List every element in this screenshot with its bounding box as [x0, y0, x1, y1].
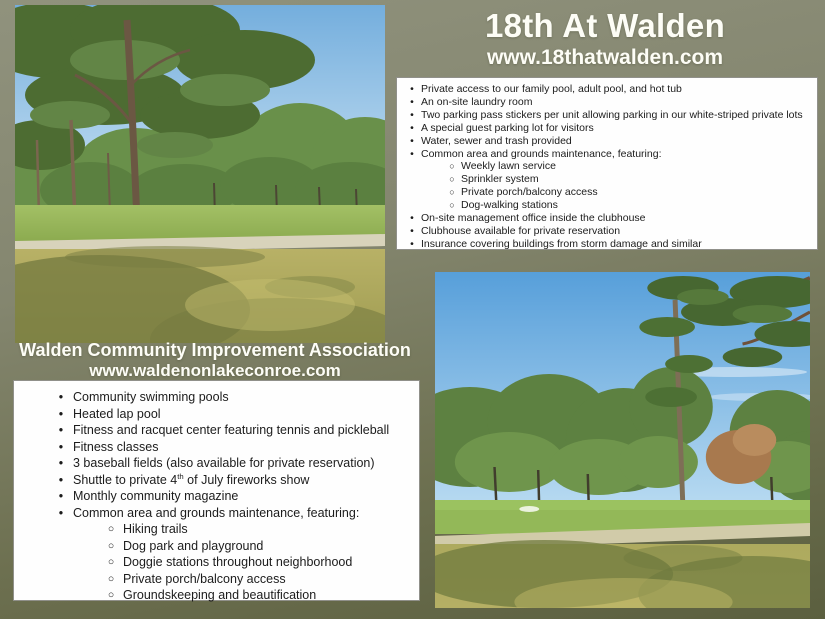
list-item-text: Doggie stations throughout neighborhood [123, 555, 353, 569]
list-item-text: Clubhouse available for private reservation [421, 224, 621, 237]
bullet-marker: • [410, 134, 414, 147]
amenities-panel [396, 77, 818, 250]
park-photo-illustration [15, 5, 385, 343]
association-website: www.waldenonlakeconroe.com [89, 361, 341, 380]
bullet-marker: • [410, 121, 414, 134]
list-item-text: On-site management office inside the clubhouse [421, 212, 646, 225]
bullet-marker: • [410, 95, 414, 108]
list-item-text: Private porch/balcony access [123, 571, 286, 586]
list-item-text: Sprinkler system [461, 173, 539, 186]
list-item-text: Common area and grounds maintenance, featuring: [73, 505, 360, 520]
list-item [16, 505, 417, 522]
list-item [16, 422, 417, 439]
list-item [401, 122, 815, 135]
list-item [401, 135, 815, 148]
list-item-text: Weekly lawn service [461, 160, 556, 173]
park-photo-illustration [435, 272, 810, 608]
list-item [16, 389, 417, 406]
list-item [401, 83, 815, 96]
list-item-text: Private porch/balcony access [461, 186, 598, 199]
list-item [16, 406, 417, 423]
bullet-marker: • [410, 224, 414, 237]
sub-list-item [16, 521, 417, 538]
bullet-marker: • [58, 423, 64, 437]
list-item-text: Dog park and playground [123, 538, 264, 553]
bullet-marker: • [410, 237, 414, 250]
list-item-text: An on-site laundry room [421, 95, 533, 108]
bullet-marker: ○ [449, 187, 455, 198]
sub-list-item [16, 571, 417, 588]
bullet-marker: • [410, 83, 414, 95]
bullet-marker: ○ [107, 589, 115, 601]
list-item [401, 109, 815, 122]
list-item-text: 3 baseball fields (also available for private reservation) [73, 456, 375, 470]
list-item-text: Insurance covering buildings from storm damage and similar [421, 237, 702, 250]
list-item-text: Heated lap pool [73, 406, 161, 421]
list-item [16, 488, 417, 505]
community-panel [13, 380, 420, 601]
list-item-text: Monthly community magazine [73, 489, 239, 503]
bullet-marker: ○ [107, 523, 115, 535]
list-item [401, 96, 815, 109]
bullet-marker: • [58, 472, 64, 487]
list-item [16, 455, 417, 472]
bullet-marker: • [410, 147, 414, 160]
bullet-marker: • [410, 212, 414, 225]
bullet-marker: • [58, 505, 64, 520]
sub-list-item [16, 554, 417, 571]
flyer-title: 18th At Walden [484, 7, 726, 44]
list-item-text: Shuttle to private 4th of July fireworks show [73, 471, 310, 487]
amenities-list [401, 83, 815, 251]
sub-list-item [401, 186, 815, 199]
list-item-text: A special guest parking lot for visitors [421, 121, 594, 134]
list-item-text: Fitness classes [73, 439, 159, 454]
sub-list-item [401, 160, 815, 173]
association-heading [6, 340, 424, 380]
list-item [401, 148, 815, 161]
list-item [16, 472, 417, 489]
bullet-marker: • [58, 439, 64, 454]
list-item-text: Water, sewer and trash provided [421, 134, 572, 147]
list-item-text: Dog-walking stations [461, 199, 558, 212]
list-item-text: Groundskeeping and beautification [123, 588, 317, 602]
park-photo-bottom-right [435, 272, 810, 608]
bullet-marker: ○ [107, 556, 115, 568]
list-item-text: Common area and grounds maintenance, featuring: [421, 147, 662, 160]
list-item [401, 238, 815, 251]
community-list [16, 389, 417, 604]
bullet-marker: ○ [107, 572, 115, 585]
bullet-marker: • [58, 489, 64, 503]
list-item [16, 439, 417, 456]
list-item-text: Two parking pass stickers per unit allowing parking in our white-striped private lots [421, 108, 803, 121]
bullet-marker: ○ [449, 200, 455, 211]
bullet-marker: • [410, 108, 414, 121]
sub-list-item [16, 538, 417, 555]
sub-list-item [401, 173, 815, 186]
flyer-header [390, 6, 820, 70]
association-title: Walden Community Improvement Association [19, 340, 411, 360]
sub-list-item [16, 587, 417, 604]
list-item-text: Community swimming pools [73, 390, 229, 404]
list-item [401, 225, 815, 238]
bullet-marker: ○ [107, 539, 115, 552]
list-item-text: Private access to our family pool, adult pool, and hot tub [421, 83, 682, 95]
list-item-text: Fitness and racquet center featuring tennis and pickleball [73, 423, 390, 437]
park-photo-top-left [15, 5, 385, 343]
list-item [401, 212, 815, 225]
sub-list-item [401, 199, 815, 212]
flyer-website: www.18thatwalden.com [486, 46, 724, 69]
list-item-text: Hiking trails [123, 522, 188, 536]
bullet-marker: • [58, 406, 64, 421]
bullet-marker: • [58, 390, 64, 404]
bullet-marker: • [58, 456, 64, 470]
bullet-marker: ○ [449, 161, 455, 172]
bullet-marker: ○ [449, 174, 455, 185]
